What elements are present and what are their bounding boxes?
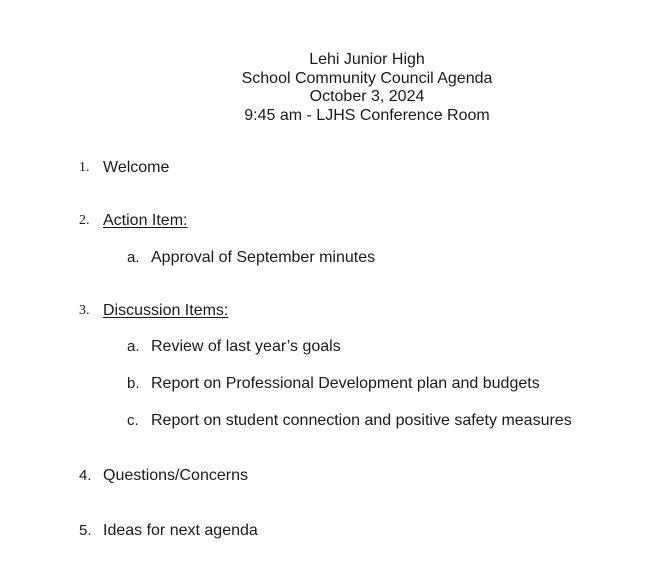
item-label: Discussion Items: — [103, 302, 229, 319]
item-label: Questions/Concerns — [103, 467, 248, 484]
subitem-letter: a. — [127, 249, 140, 266]
subitem-label: Review of last year’s goals — [151, 338, 341, 355]
item-number: 5. — [79, 522, 92, 539]
agenda-title: School Community Council Agenda — [241, 69, 493, 87]
item-number: 2. — [79, 213, 90, 228]
subitem-label: Report on Professional Development plan and budgets — [151, 375, 540, 392]
subitem-label: Report on student connection and positive safety measures — [151, 412, 572, 429]
subitem-letter: a. — [127, 338, 140, 355]
item-label: Ideas for next agenda — [103, 522, 258, 539]
item-number: 4. — [79, 467, 92, 484]
item-number: 3. — [79, 303, 90, 318]
subitem-letter: b. — [127, 375, 140, 392]
document-header — [0, 51, 646, 125]
item-number: 1. — [79, 160, 90, 175]
subitem-letter: c. — [127, 412, 139, 429]
subitem-label: Approval of September minutes — [151, 249, 376, 266]
item-label: Action Item: — [103, 212, 188, 229]
meeting-date: October 3, 2024 — [309, 88, 425, 105]
school-name: Lehi Junior High — [309, 51, 425, 68]
meeting-time-location: 9:45 am - LJHS Conference Room — [244, 106, 490, 124]
item-label: Welcome — [103, 159, 170, 176]
